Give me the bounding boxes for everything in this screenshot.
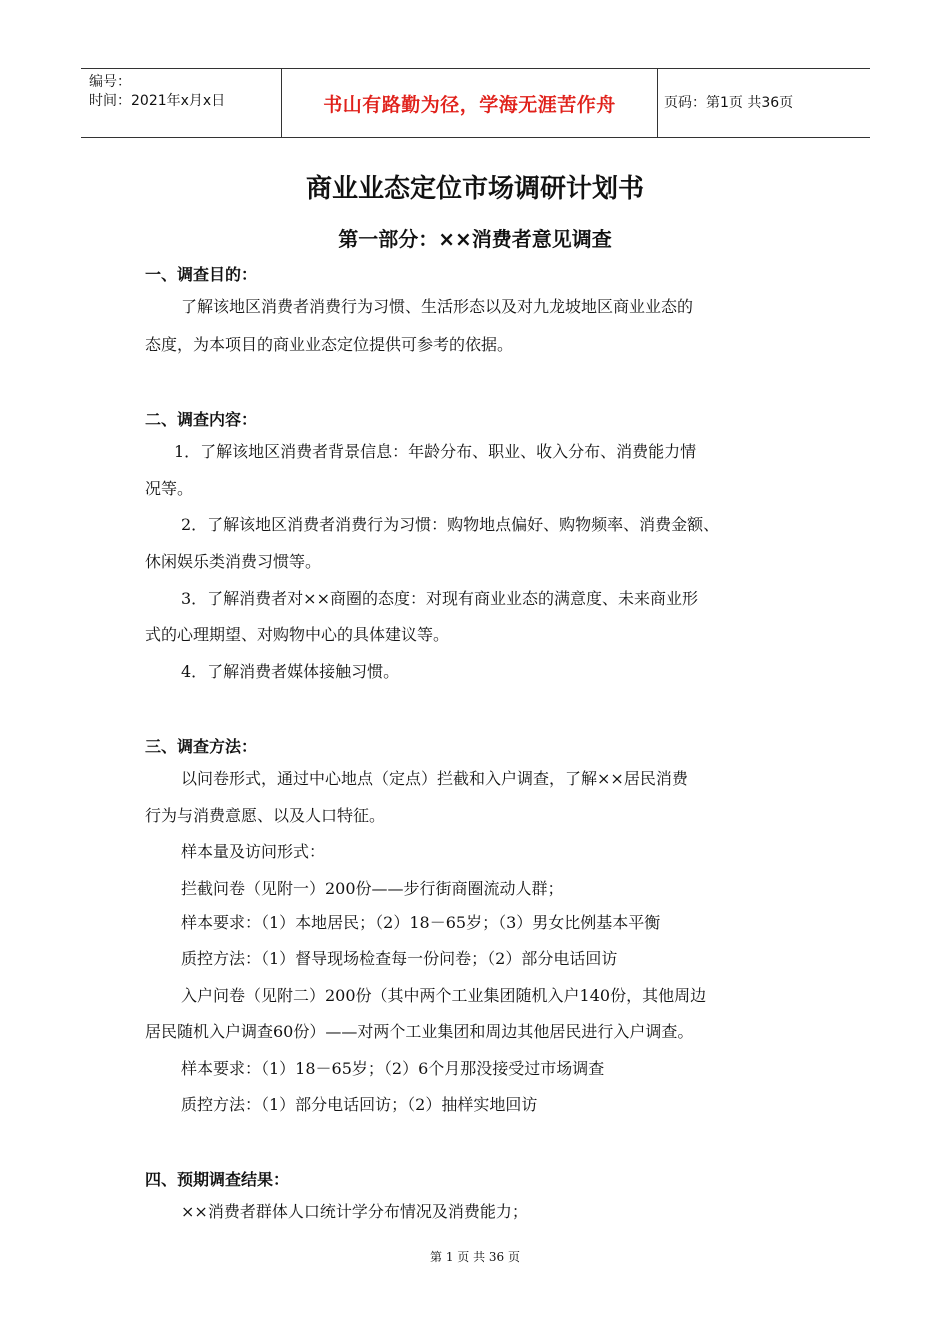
paragraph-line: 样本量及访问形式： bbox=[181, 842, 326, 861]
page-footer: 第 1 页 共 36 页 bbox=[430, 1250, 520, 1264]
header-motto: 书山有路勤为径，学海无涯苦作舟 bbox=[282, 69, 658, 137]
section-heading-purpose: 一、调查目的： bbox=[145, 265, 258, 284]
paragraph-line: 式的心理期望、对购物中心的具体建议等。 bbox=[145, 625, 450, 644]
paragraph-line: 了解该地区消费者消费行为习惯、生活形态以及对九龙坡地区商业业态的 bbox=[181, 297, 694, 316]
paragraph-line: 居民随机入户调查60份）——对两个工业集团和周边其他居民进行入户调查。 bbox=[145, 1022, 694, 1041]
paragraph-line: 入户问卷（见附二）200份（其中两个工业集团随机入户140份，其他周边 bbox=[181, 986, 707, 1005]
paragraph-line: 以问卷形式，通过中心地点（定点）拦截和入户调查，了解××居民消费 bbox=[181, 769, 688, 788]
paragraph-line: 样本要求：（1）18－65岁；（2）6个月那没接受过市场调查 bbox=[181, 1059, 605, 1078]
paragraph-line: 样本要求：（1）本地居民；（2）18－65岁；（3）男女比例基本平衡 bbox=[181, 913, 661, 932]
document-number-label: 编号： bbox=[89, 74, 131, 90]
paragraph-line: 4．了解消费者媒体接触习惯。 bbox=[181, 662, 400, 681]
document-date-label: 时间：2021年x月x日 bbox=[89, 93, 226, 109]
document-title: 商业业态定位市场调研计划书 bbox=[305, 174, 644, 204]
paragraph-line: 况等。 bbox=[145, 479, 194, 498]
paragraph-line: 拦截问卷（见附一）200份——步行街商圈流动人群； bbox=[181, 879, 564, 898]
header-page-info: 页码：第1页 共36页 bbox=[664, 94, 794, 111]
paragraph-line: 2．了解该地区消费者消费行为习惯：购物地点偏好、购物频率、消费金额、 bbox=[181, 515, 720, 534]
section-heading-method: 三、调查方法： bbox=[145, 737, 258, 756]
paragraph-line: 3．了解消费者对××商圈的态度：对现有商业业态的满意度、未来商业形 bbox=[181, 589, 698, 608]
paragraph-line: 休闲娱乐类消费习惯等。 bbox=[145, 552, 322, 571]
document-subtitle: 第一部分：××消费者意见调查 bbox=[338, 227, 612, 251]
paragraph-line: 行为与消费意愿、以及人口特征。 bbox=[145, 806, 386, 825]
section-heading-content: 二、调查内容： bbox=[145, 410, 258, 429]
header-meta bbox=[81, 69, 282, 137]
paragraph-line: 态度，为本项目的商业业态定位提供可参考的依据。 bbox=[145, 335, 514, 354]
paragraph-line: 质控方法：（1）督导现场检查每一份问卷；（2）部分电话回访 bbox=[181, 949, 618, 968]
section-heading-expected-results: 四、预期调查结果： bbox=[145, 1170, 290, 1189]
paragraph-line: 质控方法：（1）部分电话回访；（2）抽样实地回访 bbox=[181, 1095, 538, 1114]
document-header bbox=[81, 68, 870, 138]
paragraph-line: ××消费者群体人口统计学分布情况及消费能力； bbox=[181, 1202, 528, 1221]
paragraph-line: 1．了解该地区消费者背景信息：年龄分布、职业、收入分布、消费能力情 bbox=[174, 442, 697, 461]
